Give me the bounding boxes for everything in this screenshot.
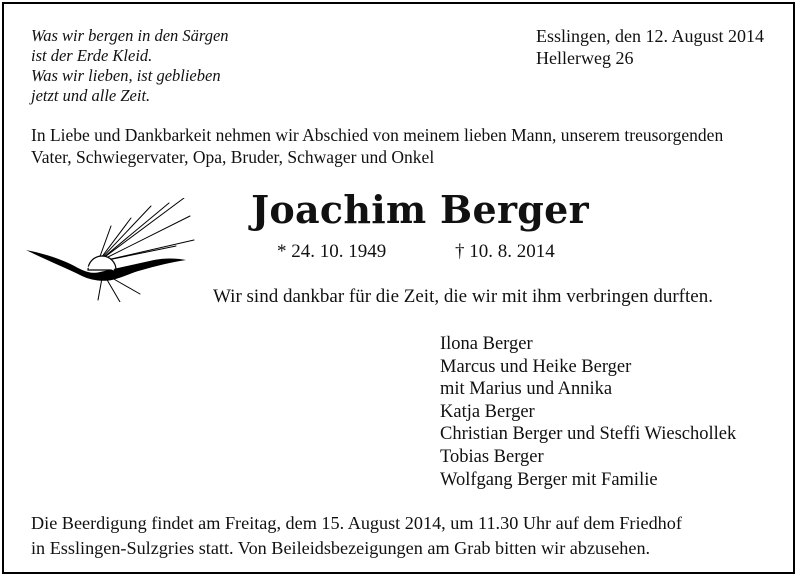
family-member: Ilona Berger [440, 334, 533, 354]
poem [31, 26, 229, 106]
family-member: Christian Berger und Steffi Wieschollek [440, 424, 737, 445]
family-member: Katja Berger [440, 401, 535, 422]
birth-date: * 24. 10. 1949 [277, 241, 387, 262]
intro-line: In Liebe und Dankbarkeit nehmen wir Abschied von meinem lieben Mann, unserem treusorgenden [31, 125, 724, 145]
poem-line: Was wir lieben, ist geblieben [31, 66, 221, 85]
funeral-line: Die Beerdigung findet am Freitag, dem 15. August 2014, um 11.30 Uhr auf dem Friedhof [31, 513, 682, 533]
family-member: Tobias Berger [440, 446, 544, 467]
thanks-text: Wir sind dankbar für die Zeit, die wir mit ihm verbringen durften. [213, 286, 713, 307]
poem-line: Was wir bergen in den Särgen [31, 26, 229, 45]
intro-line: Vater, Schwiegervater, Opa, Bruder, Schwager und Onkel [31, 147, 435, 167]
deceased-name: Joachim Berger [251, 187, 589, 232]
poem-line: ist der Erde Kleid. [31, 46, 153, 65]
street-address: Hellerweg 26 [536, 47, 634, 68]
poem-line: jetzt und alle Zeit. [31, 86, 151, 105]
funeral-notice [31, 511, 682, 561]
place-date [536, 26, 764, 69]
family-member: mit Marius und Annika [440, 379, 613, 400]
family-member: Marcus und Heike Berger [440, 356, 632, 377]
intro-text [31, 124, 776, 168]
city-date: Esslingen, den 12. August 2014 [536, 26, 764, 46]
funeral-line: in Esslingen-Sulzgries statt. Von Beileidsbezeigungen am Grab bitten wir abzusehen. [31, 538, 651, 558]
family-list [440, 333, 736, 491]
death-date: † 10. 8. 2014 [455, 241, 555, 262]
family-member: Wolfgang Berger mit Familie [440, 469, 658, 490]
